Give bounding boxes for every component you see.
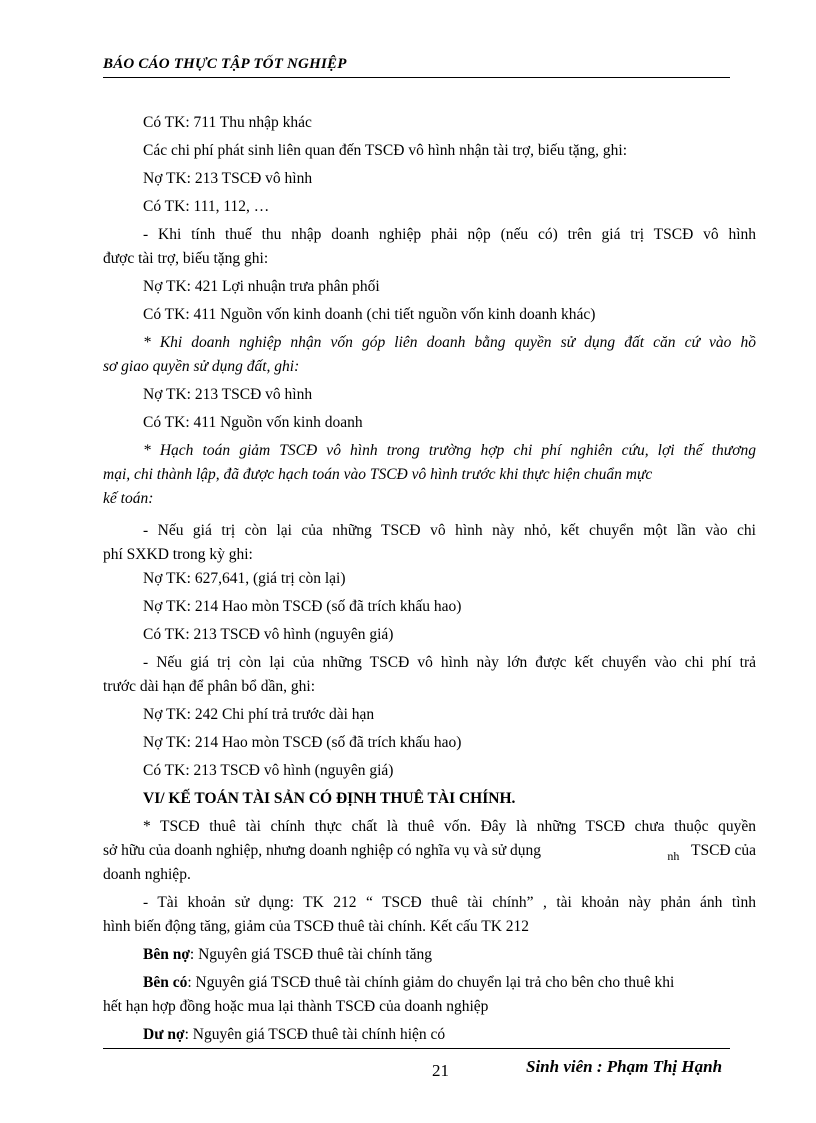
term-label: Bên nợ bbox=[143, 946, 190, 963]
text-line: Nợ TK: 421 Lợi nhuận trưa phân phối bbox=[143, 278, 380, 295]
text-line: Có TK: 711 Thu nhập khác bbox=[143, 114, 312, 131]
page-number: 21 bbox=[432, 1061, 449, 1080]
text-line bbox=[143, 1026, 445, 1044]
text-line bbox=[143, 946, 432, 964]
footer-rule bbox=[103, 1048, 730, 1049]
text-line: sơ giao quyền sử dụng đất, ghi: bbox=[103, 358, 300, 375]
text-segment: TSCĐ của bbox=[690, 842, 756, 859]
text-line: - Tài khoản sử dụng: TK 212 “ TSCĐ thuê tài chính” , tài khoản này phản ánh tình bbox=[143, 894, 756, 911]
header-rule bbox=[103, 77, 730, 78]
term-label: Dư nợ bbox=[143, 1026, 185, 1043]
text-line bbox=[103, 842, 756, 863]
text-line: Có TK: 213 TSCĐ vô hình (nguyên giá) bbox=[143, 762, 394, 779]
text-line: * Khi doanh nghiệp nhận vốn góp liên doanh bằng quyền sử dụng đất căn cứ vào hồ bbox=[143, 334, 756, 351]
text-line: trước dài hạn để phân bổ dần, ghi: bbox=[103, 678, 316, 695]
text-line: - Khi tính thuế thu nhập doanh nghiệp phải nộp (nếu có) trên giá trị TSCĐ vô hình bbox=[143, 226, 756, 243]
text-line bbox=[143, 974, 756, 992]
report-header: BÁO CÁO THỰC TẬP TỐT NGHIỆP bbox=[103, 56, 347, 72]
text-line: Nợ TK: 627,641, (giá trị còn lại) bbox=[143, 570, 346, 587]
text-line: hình biến động tăng, giảm của TSCĐ thuê tài chính. Kết cấu TK 212 bbox=[103, 918, 530, 935]
text-line: mại, chi thành lập, đã được hạch toán vào TSCĐ vô hình trước khi thực hiện chuẩn mực bbox=[103, 466, 653, 483]
text-line: Có TK: 111, 112, … bbox=[143, 198, 270, 215]
text-line: Nợ TK: 242 Chi phí trả trước dài hạn bbox=[143, 706, 375, 723]
section-heading: VI/ KẾ TOÁN TÀI SẢN CÓ ĐỊNH THUÊ TÀI CHÍNH. bbox=[143, 790, 516, 807]
text-segment: : Nguyên giá TSCĐ thuê tài chính giảm do chuyển lại trả cho bên cho thuê khi bbox=[187, 974, 675, 991]
text-line: Có TK: 411 Nguồn vốn kinh doanh bbox=[143, 414, 363, 431]
text-line: Có TK: 213 TSCĐ vô hình (nguyên giá) bbox=[143, 626, 394, 643]
text-line: hết hạn hợp đồng hoặc mua lại thành TSCĐ của doanh nghiệp bbox=[103, 998, 489, 1015]
text-segment: sở hữu của doanh nghiệp, nhưng doanh nghiệp có nghĩa vụ và sử dụng bbox=[103, 842, 542, 859]
term-label: Bên có bbox=[143, 974, 188, 991]
text-segment: : Nguyên giá TSCĐ thuê tài chính tăng bbox=[189, 946, 433, 963]
text-line: phí SXKD trong kỳ ghi: bbox=[103, 546, 253, 563]
text-segment bbox=[667, 842, 756, 863]
subscript-text: nh bbox=[667, 849, 680, 863]
text-line: được tài trợ, biếu tặng ghi: bbox=[103, 250, 269, 267]
text-line: * TSCĐ thuê tài chính thực chất là thuê vốn. Đây là những TSCĐ chưa thuộc quyền bbox=[143, 818, 756, 835]
text-line: - Nếu giá trị còn lại của những TSCĐ vô hình này lớn được kết chuyển vào chi phí trả bbox=[143, 654, 756, 671]
text-line: * Hạch toán giảm TSCĐ vô hình trong trường hợp chi phí nghiên cứu, lợi thế thương bbox=[143, 442, 756, 459]
text-line: Các chi phí phát sinh liên quan đến TSCĐ vô hình nhận tài trợ, biếu tặng, ghi: bbox=[143, 142, 628, 159]
text-line: kế toán: bbox=[103, 490, 154, 507]
text-line: doanh nghiệp. bbox=[103, 866, 191, 883]
text-line: Nợ TK: 213 TSCĐ vô hình bbox=[143, 386, 313, 403]
text-segment: : Nguyên giá TSCĐ thuê tài chính hiện có bbox=[184, 1026, 446, 1043]
text-line: Nợ TK: 214 Hao mòn TSCĐ (số đã trích khấu hao) bbox=[143, 734, 462, 751]
text-line: Nợ TK: 214 Hao mòn TSCĐ (số đã trích khấu hao) bbox=[143, 598, 462, 615]
text-line: Có TK: 411 Nguồn vốn kinh doanh (chi tiết nguồn vốn kinh doanh khác) bbox=[143, 306, 596, 323]
text-line: - Nếu giá trị còn lại của những TSCĐ vô hình này nhỏ, kết chuyển một lần vào chi bbox=[143, 522, 756, 539]
text-line: Nợ TK: 213 TSCĐ vô hình bbox=[143, 170, 313, 187]
student-name: Sinh viên : Phạm Thị Hạnh bbox=[526, 1057, 723, 1076]
